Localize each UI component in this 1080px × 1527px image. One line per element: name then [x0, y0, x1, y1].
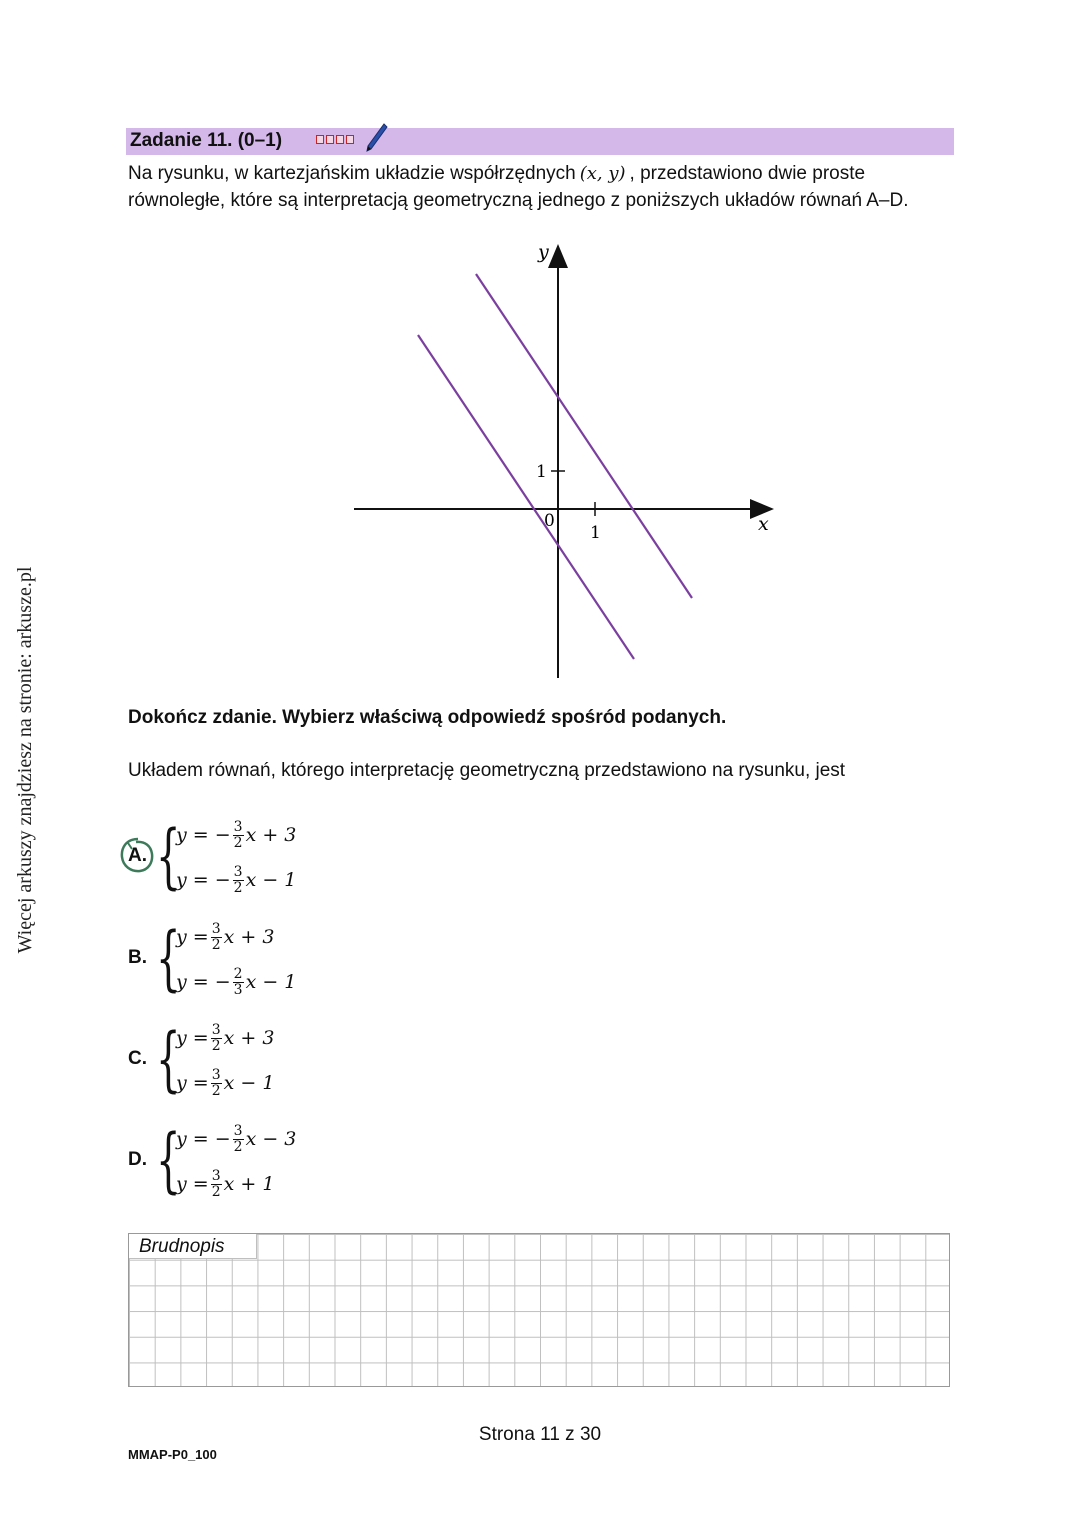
equation-2: y = $\frac{3}{2}$ x − 1 [176, 1066, 275, 1099]
equation-2: y = − $\frac{2}{3}$ x − 1 [176, 965, 297, 998]
equation-1: y = $\frac{3}{2}$ x + 3 [176, 1021, 275, 1054]
equation-1: y = $\frac{3}{2}$ x + 3 [176, 920, 275, 953]
equation-1: y = − $\frac{3}{2}$ x − 3 [176, 1122, 297, 1155]
exam-code: MMAP-P0_100 [128, 1447, 217, 1462]
page-number: Strona 11 z 30 [478, 1424, 602, 1445]
brace-icon: { [156, 1119, 181, 1201]
draft-label: Brudnopis [129, 1234, 257, 1259]
line-upper [476, 274, 692, 598]
line-lower [418, 335, 634, 659]
option-label: B. [128, 947, 147, 968]
equation-2: y = − $\frac{3}{2}$ x − 1 [176, 863, 297, 896]
x-axis-label: x [758, 513, 769, 535]
intro-line-1: Na rysunku, w kartezjańskim układzie współrzędnych (x, y) , przedstawiono dwie proste [128, 163, 866, 184]
draft-grid[interactable] [128, 1233, 950, 1387]
sidebar-note: Więcej arkuszy znajdziesz na stronie: arkusze.pl [14, 566, 36, 954]
intro-line-2: równoległe, które są interpretacją geometryczną jednego z poniższych układów równań A–D. [128, 190, 909, 211]
brace-icon: { [156, 815, 181, 897]
equation-1: y = − $\frac{3}{2}$ x + 3 [176, 818, 297, 851]
option-label: C. [128, 1048, 147, 1069]
y-tick-label: 1 [536, 462, 547, 482]
task-header [126, 128, 954, 155]
coordinate-graph [340, 232, 780, 692]
checkbox-squares-icon [316, 135, 354, 144]
origin-label: 0 [544, 511, 555, 531]
brace-icon: { [156, 1018, 181, 1100]
task-title: Zadanie 11. (0–1) [130, 130, 283, 151]
brace-icon: { [156, 917, 181, 999]
pen-icon [364, 122, 388, 154]
question-stem: Układem równań, którego interpretację geometryczną przedstawiono na rysunku, jest [128, 760, 846, 781]
task-intro [128, 160, 958, 214]
coords-math: (x, y) [579, 163, 626, 184]
option-label: D. [128, 1149, 147, 1170]
equation-2: y = $\frac{3}{2}$ x + 1 [176, 1167, 275, 1200]
instruction: Dokończ zdanie. Wybierz właściwą odpowiedź spośród podanych. [128, 707, 727, 728]
option-label: A. [128, 845, 147, 866]
y-axis-label: y [538, 241, 549, 263]
x-tick-label: 1 [590, 523, 601, 543]
